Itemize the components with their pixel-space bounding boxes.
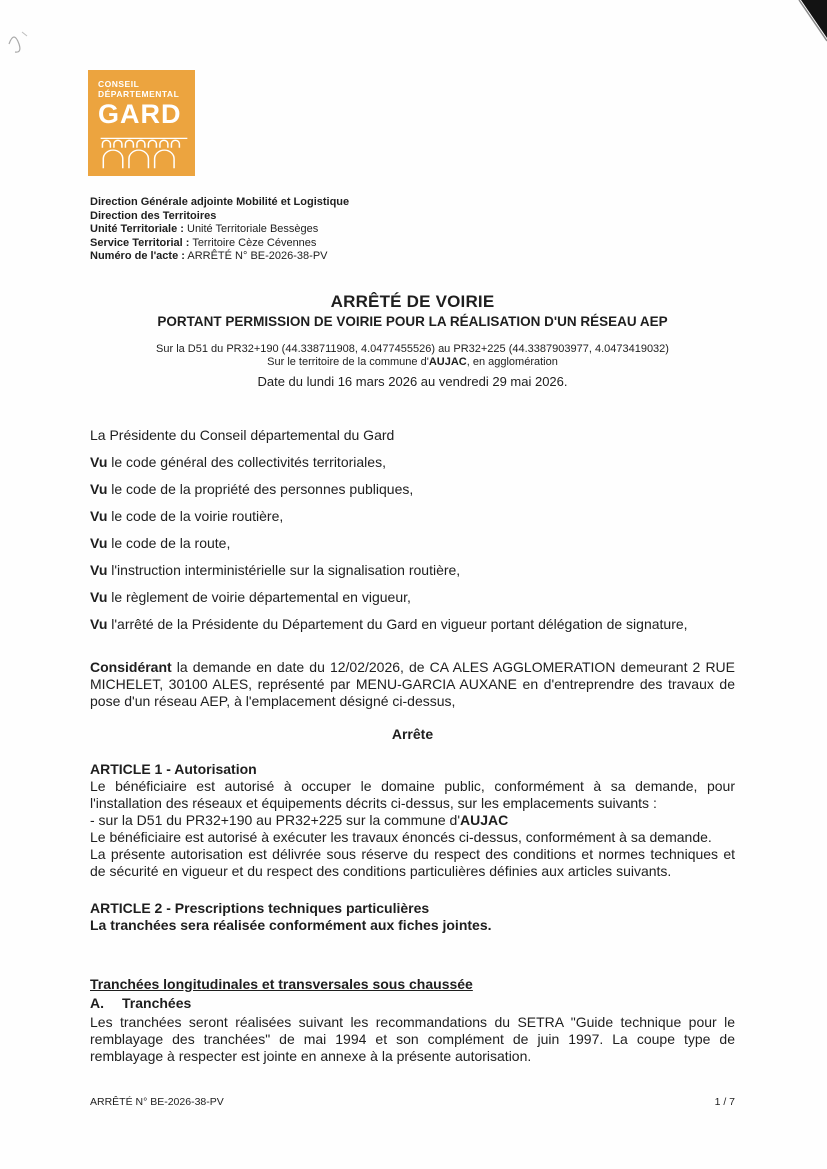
territory-commune: AUJAC: [428, 356, 467, 368]
location-line: Sur la D51 du PR32+190 (44.338711908, 4.0477455526) au PR32+225 (44.3387903977, 4.0473419032): [156, 342, 669, 355]
location-block: [90, 343, 735, 370]
vu-paragraph: [90, 616, 735, 633]
vu-text: le code de la route,: [111, 534, 231, 551]
vu-label: Vu: [90, 615, 108, 632]
trench-subsection-title: Tranchées: [122, 994, 192, 1011]
header-line-direction-territoires: [90, 210, 735, 224]
header-line-unite-territoriale: [90, 223, 735, 237]
article-2-section: [90, 900, 735, 934]
arrete-heading: Arrête: [391, 725, 434, 742]
date-line: Date du lundi 16 mars 2026 au vendredi 29 mai 2026.: [257, 373, 568, 389]
article-1-location-prefix: - sur la D51 du PR32+190 au PR32+225 sur la commune d': [90, 811, 461, 828]
logo-department-name: GARD: [98, 99, 182, 129]
vu-label: Vu: [90, 480, 108, 497]
footer-act-number: ARRÊTÉ N° BE-2026-38-PV: [90, 1096, 224, 1108]
vu-label: Vu: [90, 507, 108, 524]
article-1-paragraph-1: Le bénéficiaire est autorisé à occuper le domaine public, conformément à sa demande, pour l'installation des réseaux et équipements décrits ci-dessus, sur les emplacements suivants :: [90, 777, 735, 811]
article-1-location-line: [90, 812, 735, 829]
scan-artifact-mark: [4, 26, 38, 60]
article-1-section: [90, 761, 735, 880]
page-footer: [90, 1096, 735, 1108]
article-2-heading: ARTICLE 2 - Prescriptions techniques particulières: [90, 899, 430, 916]
header-line3-label: Unité Territoriale :: [90, 223, 184, 235]
header-line5-label: Numéro de l'acte :: [90, 250, 185, 262]
territory-prefix: Sur le territoire de la commune d': [267, 356, 429, 368]
header-line-direction-generale: [90, 196, 735, 210]
header-line5-value: ARRÊTÉ N° BE-2026-38-PV: [187, 250, 328, 262]
title-block: [90, 292, 735, 389]
vu-text: l'arrêté de la Présidente du Département du Gard en vigueur portant délégation de signature,: [111, 615, 688, 632]
footer-page-number: 1 / 7: [714, 1096, 735, 1108]
header-line4-value: Territoire Cèze Cévennes: [192, 236, 317, 249]
vu-paragraph: [90, 535, 735, 552]
vu-paragraph: [90, 562, 735, 579]
vu-text: le code de la voirie routière,: [111, 507, 284, 524]
vu-text: l'instruction interministérielle sur la signalisation routière,: [111, 561, 461, 578]
document-subtitle: PORTANT PERMISSION DE VOIRIE POUR LA RÉALISATION D'UN RÉSEAU AEP: [157, 313, 668, 329]
article-1-heading: ARTICLE 1 - Autorisation: [90, 760, 257, 777]
vu-text: le règlement de voirie départemental en vigueur,: [111, 588, 411, 605]
vu-text: le code général des collectivités territoriales,: [111, 453, 386, 470]
considerant-text: la demande en date du 12/02/2026, de CA ALES AGGLOMERATION demeurant 2 RUE MICHELET, 30100 ALES, représenté par MENU-GARCIA AUXANE en d'entreprendre des travaux de pose d'un réseau AEP, à l'emplacement désigné ci-dessus,: [90, 658, 736, 709]
vu-label: Vu: [90, 534, 108, 551]
scan-artifact-corner: [793, 0, 827, 44]
gard-logo: [88, 70, 195, 176]
vu-text: le code de la propriété des personnes publiques,: [111, 480, 414, 497]
article-1-paragraph-4: La présente autorisation est délivrée sous réserve du respect des conditions et normes techniques et de sécurité en vigueur et du respect des conditions particulières définies aux articles suivants.: [90, 845, 735, 879]
intro-line: La Présidente du Conseil départemental du Gard: [90, 426, 395, 443]
trench-section: [90, 976, 735, 1065]
aqueduct-icon: [98, 136, 190, 169]
territory-line: [90, 356, 735, 370]
document-body: [90, 427, 735, 1065]
considerant-label: Considérant: [90, 658, 172, 675]
vu-paragraph: [90, 481, 735, 498]
logo-org-line2: DÉPARTEMENTAL: [98, 89, 180, 99]
header-line1-text: Direction Générale adjointe Mobilité et Logistique: [90, 196, 350, 208]
considerant-paragraph: [90, 659, 735, 710]
article-1-location-commune: AUJAC: [460, 811, 509, 828]
logo-org-line1: CONSEIL: [98, 79, 140, 89]
logo-org-text: [98, 79, 187, 99]
vu-label: Vu: [90, 453, 108, 470]
header-line2-text: Direction des Territoires: [90, 209, 217, 222]
header-line-numero-acte: [90, 250, 735, 264]
vu-paragraph: [90, 589, 735, 606]
article-1-paragraph-3: Le bénéficiaire est autorisé à exécuter les travaux énoncés ci-dessus, conformément à sa demande.: [90, 828, 712, 845]
article-2-paragraph-1: La tranchées sera réalisée conformément aux fiches jointes.: [90, 916, 492, 933]
trench-paragraph: Les tranchées seront réalisées suivant les recommandations du SETRA "Guide technique pour le remblayage des tranchées" de mai 1994 et son complément de juin 1997. La coupe type de remblayage à respecter est jointe en annexe à la présente autorisation.: [90, 1013, 735, 1064]
header-line3-value: Unité Territoriale Bessèges: [187, 223, 319, 235]
vu-paragraph: [90, 508, 735, 525]
header-block: [90, 196, 735, 264]
trench-subsection-letter: A.: [90, 994, 104, 1011]
trench-section-heading: Tranchées longitudinales et transversales sous chaussée: [90, 975, 473, 992]
header-line-service-territorial: [90, 237, 735, 251]
vu-paragraph: [90, 454, 735, 471]
vu-label: Vu: [90, 588, 108, 605]
document-title: ARRÊTÉ DE VOIRIE: [330, 291, 495, 311]
vu-label: Vu: [90, 561, 108, 578]
document-content: [0, 70, 827, 1065]
trench-subsection-heading: [90, 995, 735, 1012]
header-line4-label: Service Territorial :: [90, 236, 190, 249]
territory-suffix: , en agglomération: [466, 356, 558, 368]
